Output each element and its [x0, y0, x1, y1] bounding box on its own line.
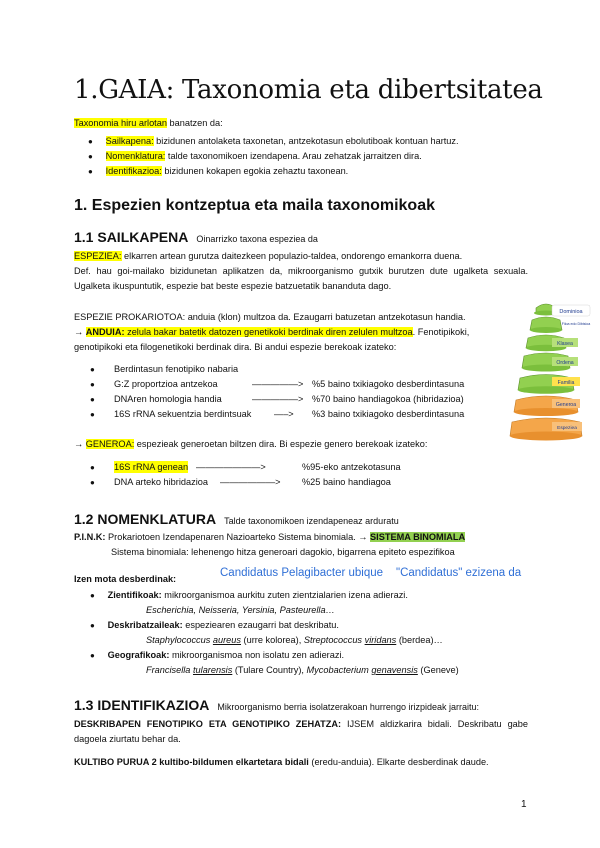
pyramid-level-klasea: [526, 335, 578, 351]
bullet-icon: ●: [90, 591, 95, 600]
genus-name: Staphylococcus: [146, 635, 213, 645]
pyramid-label: Ordena: [556, 360, 574, 366]
pink-text: Prokariotoen Izendapenaren Nazioarteko Sistema binomiala. →: [105, 532, 371, 542]
paragraph-label: DESKRIBAPEN FENOTIPIKO ETA GENOTIPIKO ZEHATZA:: [74, 719, 342, 729]
intro-item-nomenklatura: [88, 150, 422, 163]
anduia-term: ANDUIA:: [85, 327, 125, 337]
generoa-text: espezieak generoetan biltzen dira. Bi espezie genero berekoak izateko:: [134, 439, 428, 449]
definition-paragraph: Def. hau goi-mailako bizidunetan aplikatzen da, mikroorganismo gutxik burutzen dute ugalketa sexuala. Ugalketa ikuspuntutik, espezie bat beste espezie batzuetatik bananduta dago.: [74, 266, 528, 291]
type-term: Zientifikoak:: [107, 590, 162, 600]
anduia-bullet-4: [90, 408, 465, 421]
anduia-rest: . Fenotipikoki,: [412, 327, 470, 337]
intro-lead: [74, 117, 223, 129]
espeziea-term: ESPEZIEA:: [74, 251, 122, 261]
example-geografikoak: [146, 664, 459, 676]
example-deskribatzaileak: [146, 634, 443, 646]
sailkapena-desc: Oinarrizko taxona espeziea da: [196, 234, 318, 244]
pyramid-label: Espeziea: [557, 426, 577, 431]
generoa-bullet-2: [90, 476, 391, 489]
pyramid-level-espeziea: [510, 418, 582, 441]
pyramid-level-ordena: [522, 353, 578, 372]
anduia-bullet-1: [90, 363, 239, 376]
intro-item-identifikazioa: [88, 165, 348, 178]
pyramid-label: Klasea: [557, 341, 573, 347]
intro-item-term: Identifikazioa:: [105, 166, 162, 176]
section1-3-heading-row: [74, 697, 479, 715]
name-types-row: [74, 567, 522, 587]
anduia-bullet-3: [90, 393, 464, 406]
paragraph-text: IJSEM aldizkarira bidali. Deskribatu gabe dagoela ziurtatu behar da.: [74, 719, 529, 744]
type-text: espeziearen ezaugarri bat deskribatu.: [182, 620, 339, 630]
bullet-left: DNA arteko hibridazioa: [114, 477, 208, 487]
type-deskribatzaileak: [90, 619, 339, 632]
page-number: 1: [521, 799, 527, 810]
anduia-definition: zelula bakar batetik datozen genetikoki berdinak diren zelulen multzoa: [124, 327, 413, 337]
bullet-icon: ●: [88, 137, 93, 146]
genus-name: Streptococcus: [303, 635, 365, 645]
taxonomy-pyramid: [508, 298, 596, 448]
bullet-icon: ●: [90, 621, 95, 630]
bullet-left: Berdintasun fenotipiko nabaria: [114, 364, 239, 374]
bullet-icon: ●: [90, 395, 95, 404]
section1-2-heading-row: [74, 511, 399, 529]
generoa-term: GENEROA:: [85, 439, 135, 449]
binomial-description: Sistema binomiala: lehenengo hitza generoari dagokio, bigarrena epiteto espezifikoa: [111, 547, 455, 557]
prokariotoa-text: anduia (klon) multzoa da. Ezaugarri batuzetan antzekotasun handia.: [185, 312, 466, 322]
bullet-right: %25 baino handiagoa: [302, 477, 391, 487]
bullet-right: %70 baino handiagokoa (hibridazioa): [312, 394, 464, 404]
bullet-arrow: ——————>: [220, 477, 281, 487]
bullet-right: %5 baino txikiagoko desberdintasuna: [312, 379, 465, 389]
prokariotoa-line: [74, 311, 466, 323]
section1-heading: 1. Espezien kontzeptua eta maila taxonomikoak: [74, 197, 435, 214]
candidatus-note: "Candidatus" ezizena da: [396, 567, 522, 579]
bullet-left: DNAren homologia handia: [114, 394, 222, 404]
bullet-icon: ●: [88, 152, 93, 161]
generoa-arrow: →: [74, 439, 86, 449]
bullet-left: 16S rRNA sekuentzia berdintsuak: [114, 409, 252, 419]
type-term: Deskribatzaileak:: [107, 620, 183, 630]
sistema-binomiala-highlight: SISTEMA BINOMIALA: [370, 532, 466, 542]
intro-lead-highlight: Taxonomia hiru arlotan: [74, 118, 167, 128]
bullet-arrow: ———————>: [196, 462, 266, 472]
intro-item-text: bizidunen kokapen egokia zehaztu taxonean.: [161, 166, 349, 176]
species-epithet: genavensis: [371, 665, 418, 675]
intro-item-term: Nomenklatura:: [105, 151, 166, 161]
example-note: (urre kolorea),: [241, 635, 304, 645]
paragraph-label: KULTIBO PURUA 2 kultibo-bildumen elkartetara bidali: [74, 757, 309, 767]
genus-name: Mycobacterium: [306, 665, 372, 675]
species-epithet: tularensis: [192, 665, 233, 675]
example-note: (Geneve): [417, 665, 459, 675]
pink-label: P.I.N.K:: [74, 532, 106, 542]
intro-item-term: Sailkapena:: [105, 136, 154, 146]
type-term: Geografikoak:: [107, 650, 170, 660]
bullet-icon: ●: [90, 463, 95, 472]
candidatus-example: Candidatus Pelagibacter ubique: [220, 567, 384, 579]
anduia-line-2: genotipikoki eta filogenetikoki berdinak dira. Bi andui espezie berekoak izateko:: [74, 342, 397, 352]
bullet-icon: ●: [90, 651, 95, 660]
nomenklatura-heading: 1.2 NOMENKLATURA: [74, 511, 217, 527]
pyramid-level-filoa: [530, 317, 590, 333]
bullet-right: %95-eko antzekotasuna: [302, 462, 401, 472]
anduia-bullet-2: [90, 378, 465, 391]
identifikazioa-heading: 1.3 IDENTIFIKAZIOA: [74, 697, 210, 713]
genus-name: Francisella: [146, 665, 193, 675]
generoa-bullet-1: [90, 461, 401, 474]
pyramid-label: Filoa edo Dibisioa: [561, 322, 591, 326]
name-types-label: Izen mota desberdinak:: [74, 574, 177, 584]
pink-line: [74, 531, 465, 543]
type-text: mikroorganismoa non isolatu zen adierazi.: [169, 650, 345, 660]
bullet-icon: ●: [90, 478, 95, 487]
type-geografikoak: [90, 649, 344, 662]
example-note: (Tulare Country),: [232, 665, 307, 675]
prokariotoa-label: ESPEZIE PROKARIOTOA:: [74, 312, 186, 322]
generoa-line: [74, 438, 427, 450]
identification-paragraph-1: [74, 717, 528, 746]
anduia-arrow: →: [74, 327, 86, 337]
species-epithet: aureus: [212, 635, 241, 645]
pyramid-label: Generoa: [555, 402, 577, 408]
bullet-icon: ●: [88, 167, 93, 176]
nomenklatura-desc: Talde taxonomikoen izendapeneaz arduratu: [224, 516, 399, 526]
bullet-icon: ●: [90, 365, 95, 374]
intro-item-text: talde taxonomikoen izendapena. Arau zehatzak jarraitzen dira.: [165, 151, 422, 161]
pyramid-label: Familia: [557, 380, 575, 386]
example-note: (berdea)…: [396, 635, 443, 645]
espeziea-text: elkarren artean gurutza daitezkeen populazio-taldea, ondorengo emankorra duena.: [121, 251, 463, 261]
intro-item-text: bizidunen antolaketa taxonetan, antzekotasun ebolutiboak kontuan hartuz.: [153, 136, 459, 146]
example-zientifikoak: Escherichia, Neisseria, Yersinia, Pasteurella…: [146, 605, 335, 615]
type-text: mikroorganismoa aurkitu zuten zientzialarien izena adierazi.: [161, 590, 408, 600]
section1-1-heading-row: [74, 229, 318, 247]
pyramid-level-familia: [518, 375, 580, 394]
pyramid-level-generoa: [514, 396, 580, 416]
pyramid-label: Dominioa: [559, 309, 583, 315]
identifikazioa-desc: Mikroorganismo berria isolatzerakoan hurrengo irizpideak jarraitu:: [217, 702, 479, 712]
sailkapena-heading: 1.1 SAILKAPENA: [74, 229, 189, 245]
anduia-line: [74, 326, 469, 338]
bullet-arrow: —–>: [274, 409, 294, 419]
bullet-left: G:Z proportzioa antzekoa: [114, 379, 218, 389]
page-title: 1.GAIA: Taxonomia eta dibertsitatea: [74, 75, 543, 105]
type-zientifikoak: [90, 589, 408, 602]
bullet-right: %3 baino txikiagoko desberdintasuna: [312, 409, 465, 419]
identification-paragraph-2: [74, 756, 489, 768]
bullet-icon: ●: [90, 380, 95, 389]
paragraph-text: (eredu-anduia). Elkarte desberdinak daude.: [308, 757, 489, 767]
bullet-icon: ●: [90, 410, 95, 419]
bullet-arrow: —————>: [252, 379, 304, 389]
bullet-arrow: —————>: [252, 394, 304, 404]
espeziea-line: [74, 250, 462, 262]
intro-item-sailkapena: [88, 135, 459, 148]
pyramid-level-dominioa: [534, 304, 590, 316]
species-epithet: viridans: [364, 635, 397, 645]
intro-lead-rest: banatzen da:: [166, 118, 223, 128]
bullet-left: 16S rRNA genean: [114, 462, 189, 472]
